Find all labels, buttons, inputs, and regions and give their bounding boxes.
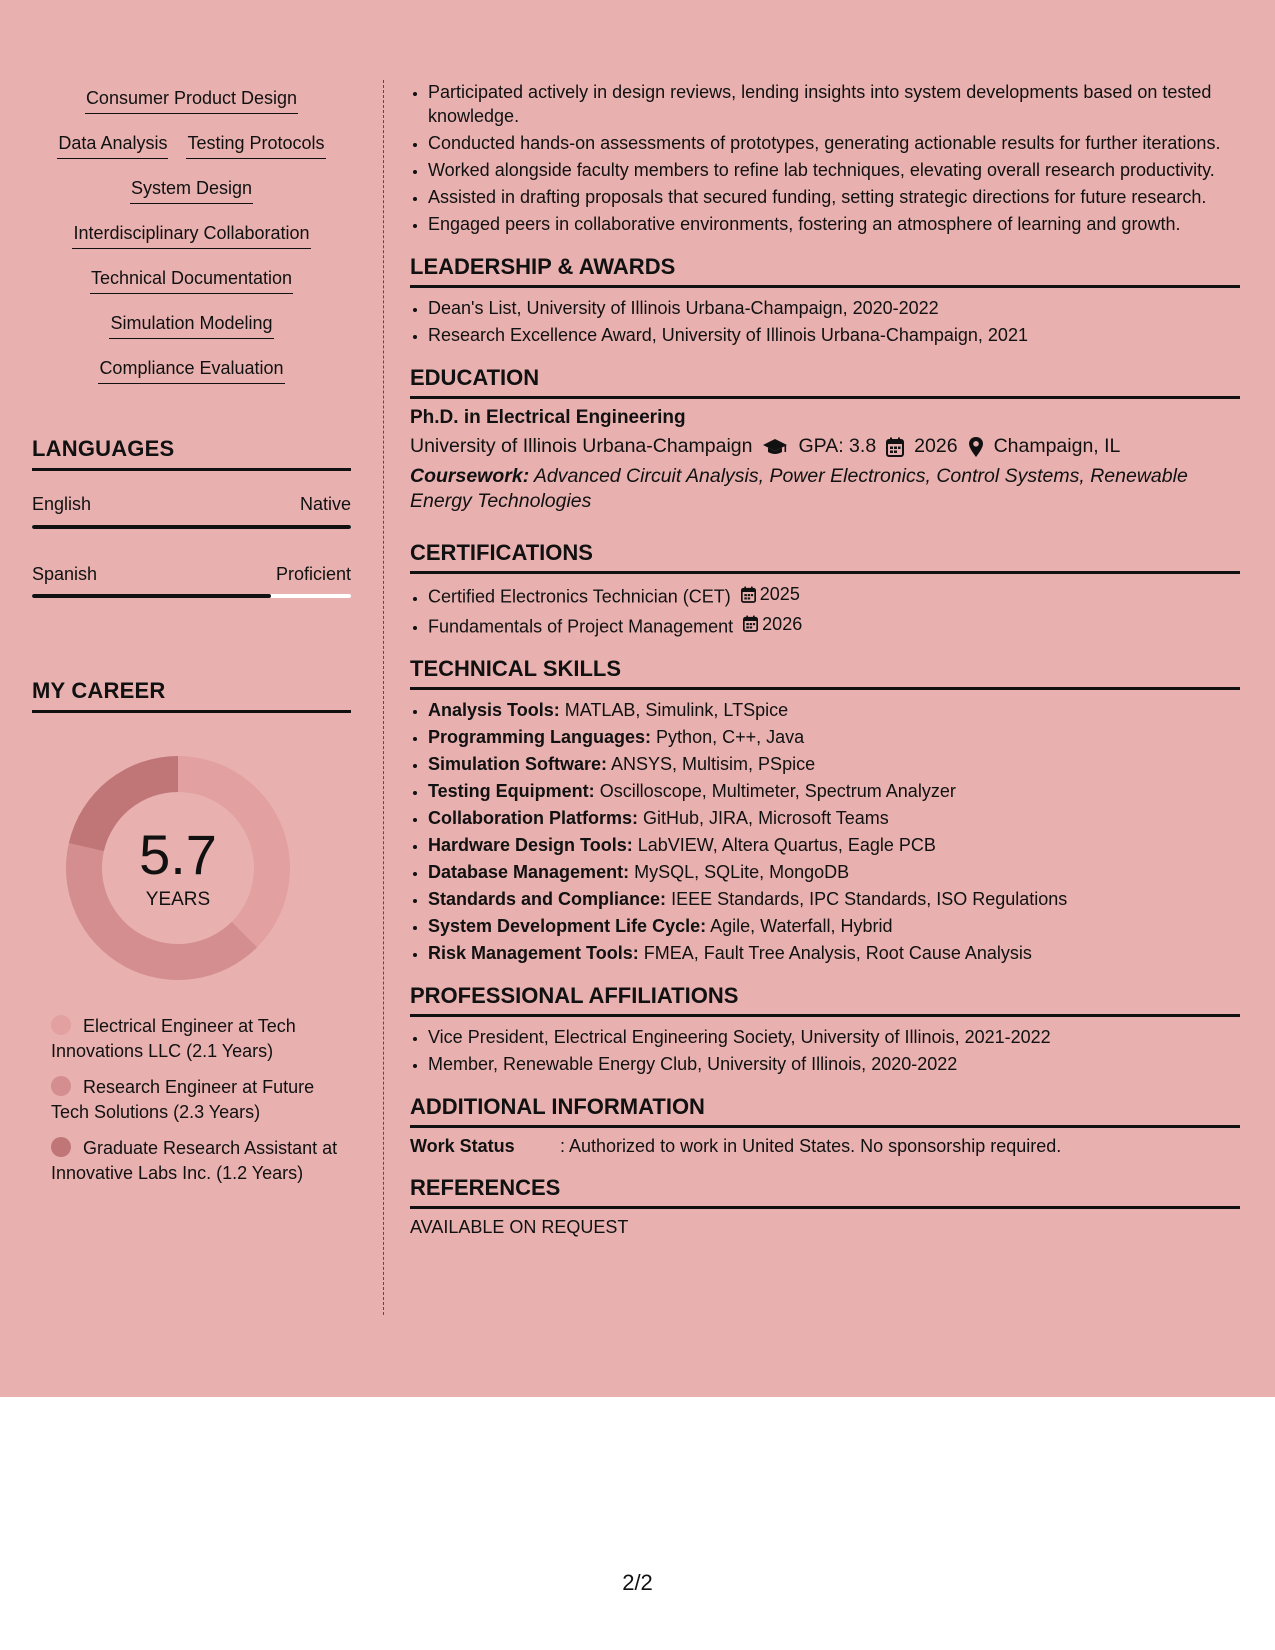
skill-values: Python, C++, Java — [656, 727, 805, 747]
technical-skill-item — [428, 914, 1240, 938]
experience-bullet: • Participated actively in design reviews, lending insights into system developments based on tested knowledge. — [428, 80, 1240, 128]
skill-tag-row — [32, 176, 351, 221]
career-legend-item — [51, 1136, 341, 1185]
technical-skill-item — [428, 725, 1240, 749]
coursework-list: Advanced Circuit Analysis, Power Electronics, Control Systems, Renewable Energy Technologies — [410, 465, 1188, 512]
calendar-icon — [741, 586, 756, 603]
certification-name: Fundamentals of Project Management — [428, 616, 734, 636]
work-status-row — [410, 1136, 1240, 1157]
career-legend-label: Electrical Engineer at Tech Innovations LLC (2.1 Years) — [51, 1016, 296, 1061]
affiliations-heading: PROFESSIONAL AFFILIATIONS — [410, 983, 1240, 1017]
coursework-label: Coursework: — [410, 465, 530, 487]
degree-title: Ph.D. in Electrical Engineering — [410, 407, 686, 428]
career-legend-label: Research Engineer at Future Tech Solutions (2.3 Years) — [51, 1077, 315, 1122]
technical-skill-item — [428, 779, 1240, 803]
skill-values: MySQL, SQLite, MongoDB — [634, 862, 850, 882]
map-pin-icon — [968, 436, 984, 458]
technical-skills-heading: TECHNICAL SKILLS — [410, 656, 1240, 690]
skill-values: Agile, Waterfall, Hybrid — [710, 916, 893, 936]
technical-skill-item — [428, 941, 1240, 965]
page-number: 2/2 — [622, 1570, 653, 1595]
skill-tag: Data Analysis — [57, 131, 168, 159]
skill-tag-row — [32, 266, 351, 311]
language-name: Spanish — [32, 564, 98, 584]
skill-values: IEEE Standards, IPC Standards, ISO Regulations — [671, 889, 1068, 909]
experience-bullet: • Conducted hands-on assessments of prototypes, generating actionable results for further iterations. — [428, 131, 1240, 155]
skill-category: System Development Life Cycle: — [428, 916, 707, 936]
legend-dot — [51, 1076, 71, 1096]
experience-bullets — [410, 80, 1240, 236]
work-status-value: : Authorized to work in United States. No sponsorship required. — [560, 1136, 1062, 1156]
skill-tag: Technical Documentation — [90, 266, 293, 294]
skill-tag: Interdisciplinary Collaboration — [72, 221, 310, 249]
certification-date — [741, 582, 800, 606]
skill-tag: Consumer Product Design — [85, 86, 298, 114]
work-status-label: Work Status — [410, 1136, 515, 1156]
career-heading: MY CAREER — [32, 678, 351, 713]
technical-skill-item — [428, 806, 1240, 830]
education-details — [410, 435, 1240, 458]
references-heading: REFERENCES — [410, 1175, 1240, 1209]
languages-heading: LANGUAGES — [32, 436, 351, 471]
certifications-heading: CERTIFICATIONS — [410, 540, 1240, 574]
calendar-icon — [886, 437, 904, 457]
language-bar-fill — [32, 525, 351, 529]
technical-skill-item — [428, 752, 1240, 776]
career-legend-item — [51, 1014, 341, 1063]
skill-tag-row — [32, 221, 351, 266]
certifications-list — [410, 582, 1240, 638]
language-level: Proficient — [275, 564, 351, 584]
leadership-list — [410, 296, 1240, 347]
career-legend-item — [51, 1075, 341, 1124]
skill-category: Standards and Compliance: — [428, 889, 667, 909]
career-total-unit: YEARS — [145, 889, 211, 910]
gpa: GPA: 3.8 — [798, 435, 877, 457]
school-name: University of Illinois Urbana-Champaign — [410, 435, 753, 457]
skill-values: MATLAB, Simulink, LTSpice — [564, 700, 789, 720]
skill-category: Simulation Software: — [428, 754, 608, 774]
certification-name: Certified Electronics Technician (CET) — [428, 586, 731, 607]
certification-date — [743, 612, 802, 636]
experience-bullet: • Worked alongside faculty members to refine lab techniques, elevating overall research productivity. — [428, 158, 1240, 182]
technical-skill-item — [428, 860, 1240, 884]
technical-skill-item — [428, 698, 1240, 722]
right-column — [410, 80, 1240, 1238]
career-legend — [51, 1014, 341, 1197]
experience-bullet: • Assisted in drafting proposals that secured funding, setting strategic directions for future research. — [428, 185, 1240, 209]
skill-category: Risk Management Tools: — [428, 943, 639, 963]
skill-tag-row — [32, 311, 351, 356]
skill-tag-row — [32, 86, 351, 131]
skill-category: Programming Languages: — [428, 727, 652, 747]
skill-category: Collaboration Platforms: — [428, 808, 639, 828]
language-level: Native — [299, 494, 351, 514]
graduation-year: 2026 — [914, 435, 958, 457]
leadership-heading: LEADERSHIP & AWARDS — [410, 254, 1240, 288]
award-item: • Research Excellence Award, University of Illinois Urbana-Champaign, 2021 — [428, 323, 1240, 347]
skill-category: Testing Equipment: — [428, 781, 595, 801]
affiliation-item: • Member, Renewable Energy Club, University of Illinois, 2020-2022 — [428, 1052, 1240, 1076]
school-location: Champaign, IL — [993, 435, 1121, 457]
certification-year: 2025 — [759, 584, 800, 604]
certification-item — [428, 612, 1240, 639]
skill-category: Database Management: — [428, 862, 630, 882]
skill-tag: Simulation Modeling — [109, 311, 273, 339]
skill-tag: System Design — [130, 176, 253, 204]
calendar-icon — [743, 615, 758, 632]
career-legend-label: Graduate Research Assistant at Innovative Labs Inc. (1.2 Years) — [51, 1138, 338, 1183]
skill-tag-row — [32, 131, 351, 176]
certification-year: 2026 — [762, 613, 803, 634]
technical-skill-item — [428, 887, 1240, 911]
affiliation-item: • Vice President, Electrical Engineering Society, University of Illinois, 2021-2022 — [428, 1025, 1240, 1049]
language-bar — [32, 525, 351, 529]
skill-tag: Compliance Evaluation — [98, 356, 284, 384]
coursework — [410, 464, 1240, 514]
legend-dot — [51, 1015, 71, 1035]
skill-values: Oscilloscope, Multimeter, Spectrum Analyzer — [599, 781, 956, 801]
certification-item — [428, 582, 1240, 609]
skill-category: Hardware Design Tools: — [428, 835, 633, 855]
skill-values: FMEA, Fault Tree Analysis, Root Cause Analysis — [643, 943, 1032, 963]
skill-category: Analysis Tools: — [428, 700, 560, 720]
education-heading: EDUCATION — [410, 365, 1240, 399]
references-text: AVAILABLE ON REQUEST — [410, 1217, 629, 1237]
award-item: • Dean's List, University of Illinois Urbana-Champaign, 2020-2022 — [428, 296, 1240, 320]
graduation-cap-icon — [762, 437, 788, 457]
language-name: English — [32, 494, 92, 514]
affiliations-list — [410, 1025, 1240, 1076]
skill-tags — [32, 86, 351, 401]
language-row — [32, 494, 351, 515]
additional-info-heading: ADDITIONAL INFORMATION — [410, 1094, 1240, 1128]
experience-bullet: • Engaged peers in collaborative environments, fostering an atmosphere of learning and growth. — [428, 212, 1240, 236]
skill-values: GitHub, JIRA, Microsoft Teams — [643, 808, 889, 828]
language-row — [32, 564, 351, 585]
technical-skills-list — [410, 698, 1240, 965]
skill-values: LabVIEW, Altera Quartus, Eagle PCB — [637, 835, 936, 855]
language-bar — [32, 594, 351, 598]
skill-tag: Testing Protocols — [186, 131, 325, 159]
skill-tag-row — [32, 356, 351, 401]
language-bar-fill — [32, 594, 271, 598]
column-divider — [383, 80, 384, 1315]
technical-skill-item — [428, 833, 1240, 857]
legend-dot — [51, 1137, 71, 1157]
skill-values: ANSYS, Multisim, PSpice — [611, 754, 816, 774]
career-total-years: 5.7 — [139, 823, 217, 886]
